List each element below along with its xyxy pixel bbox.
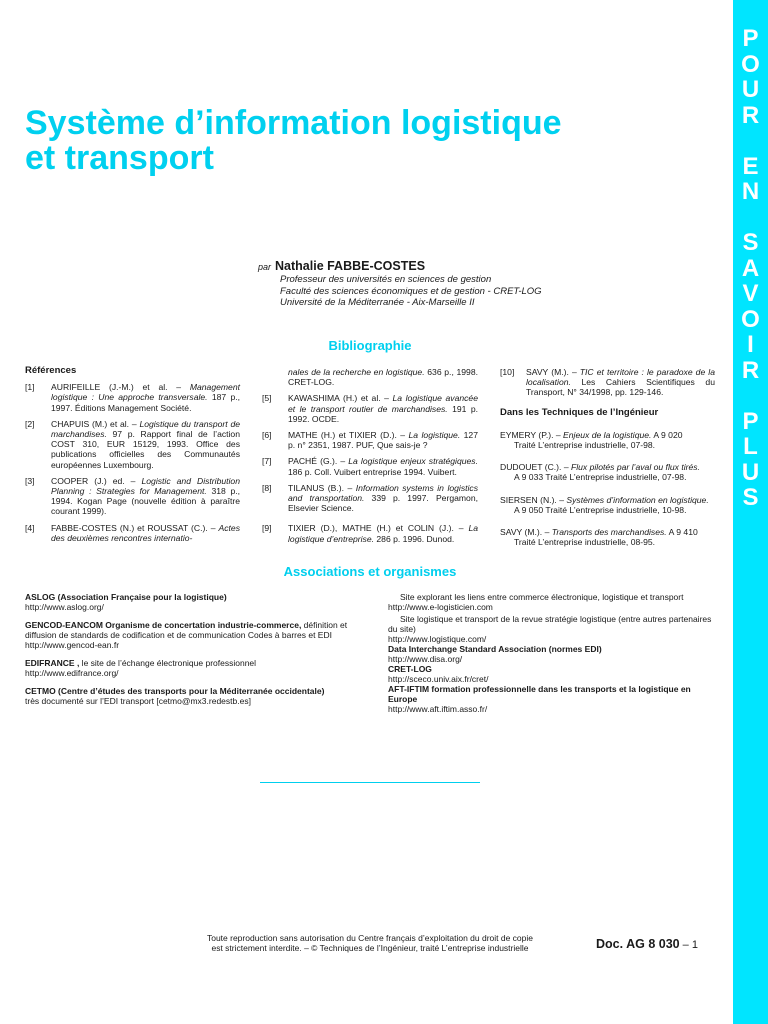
reference-title: Actes des deuxièmes rencontres internatio- bbox=[51, 522, 240, 543]
techniques-item bbox=[500, 527, 715, 547]
sidebar-letter: I bbox=[747, 331, 754, 358]
reference-number: [8] bbox=[262, 482, 272, 493]
reference-authors: COOPER (J.) ed. – bbox=[51, 475, 142, 486]
reference-item bbox=[262, 393, 478, 424]
association-item bbox=[388, 592, 716, 612]
reference-item bbox=[500, 367, 715, 398]
sidebar-letter: S bbox=[742, 229, 759, 256]
reference-text bbox=[51, 523, 240, 543]
reference-title: TIC et territoire : le paradoxe de la localisation. bbox=[526, 367, 715, 388]
sidebar-letter bbox=[733, 383, 768, 409]
copyright-line-1: Toute reproduction sans autorisation du Centre français d’exploitation du droit de copie bbox=[206, 933, 534, 943]
techniques-title: Systèmes d’information en logistique. bbox=[566, 494, 709, 505]
reference-item bbox=[262, 367, 478, 387]
association-url: http://www.aft.iftim.asso.fr/ bbox=[388, 704, 488, 714]
techniques-details: Traité L’entreprise industrielle, 08-95. bbox=[514, 537, 656, 548]
reference-text bbox=[288, 456, 478, 476]
reference-details: 186 p. Coll. Vuibert entreprise 1994. Vuibert. bbox=[288, 466, 457, 477]
techniques-code: A 9 020 bbox=[651, 429, 683, 440]
association-description: Site logistique et transport de la revue stratégie logistique (entre autres partenaires du site) bbox=[388, 614, 712, 634]
reference-text bbox=[51, 382, 240, 413]
sidebar-letter: U bbox=[741, 458, 760, 486]
reference-text bbox=[288, 483, 478, 514]
reference-authors: SAVY (M.). – bbox=[526, 367, 580, 377]
association-item bbox=[25, 686, 353, 706]
techniques-authors: SAVY (M.). – bbox=[500, 527, 552, 538]
reference-authors: PACHÉ (G.). – bbox=[288, 456, 349, 467]
sidebar-letter: R bbox=[741, 356, 760, 384]
reference-details: 187 p., 1997. Éditions Management Société. bbox=[51, 392, 241, 413]
techniques-title: Transports des marchandises. bbox=[551, 527, 667, 538]
references-heading: Références bbox=[25, 365, 77, 376]
reference-number: [4] bbox=[25, 522, 35, 533]
reference-item bbox=[262, 430, 478, 450]
reference-text bbox=[51, 476, 240, 517]
reference-details: 127 p. n° 2351, 1987. PUF, Que sais-je ? bbox=[288, 430, 478, 451]
title-line-1: Système d’information logistique bbox=[25, 104, 562, 142]
techniques-authors: SIERSEN (N.). – bbox=[500, 494, 567, 505]
reference-details: 191 p. 1992. OCDE. bbox=[288, 403, 478, 424]
affiliation-2: Faculté des sciences économiques et de gestion - CRET-LOG bbox=[280, 285, 542, 297]
association-item bbox=[388, 664, 716, 684]
reference-number: [9] bbox=[262, 523, 272, 534]
reference-number: [10] bbox=[500, 367, 515, 377]
association-url: http://www.edifrance.org/ bbox=[25, 668, 119, 678]
sidebar-letter: O bbox=[741, 305, 760, 333]
reference-details: 318 p., 1994. Kogan Page (nouvelle édition à paraître courant 1999). bbox=[51, 486, 241, 517]
association-item bbox=[388, 684, 716, 714]
reference-details: 97 p. Rapport final de l’action COST 310, EUR 15129, 1993. Office des publications officielles des Communautés européennes Luxembourg. bbox=[51, 429, 240, 470]
reference-details: Les Cahiers Scientifiques du Transport, N° 34/1998, pp. 129-146. bbox=[526, 377, 715, 398]
association-item bbox=[25, 592, 353, 612]
document-title bbox=[25, 106, 725, 176]
association-url: http://www.aslog.org/ bbox=[25, 602, 104, 612]
reference-number: [5] bbox=[262, 393, 272, 404]
reference-number: [2] bbox=[25, 418, 35, 429]
reference-details: 286 p. 1996. Dunod. bbox=[374, 533, 455, 544]
affiliation-1: Professeur des universités en sciences de gestion bbox=[280, 274, 492, 285]
associations-left-column bbox=[25, 592, 353, 714]
association-url: http://www.gencod-ean.fr bbox=[25, 640, 120, 650]
reference-item bbox=[262, 456, 478, 476]
association-name: EDIFRANCE , bbox=[25, 658, 80, 668]
sidebar-letter: N bbox=[741, 178, 760, 205]
separator-rule bbox=[260, 782, 480, 783]
techniques-authors: DUDOUET (C.). – bbox=[500, 462, 571, 473]
references-column-1 bbox=[25, 366, 240, 549]
reference-authors: AURIFEILLE (J.-M.) et al. – bbox=[51, 382, 190, 393]
association-name: CETMO (Centre d’études des transports pour la Méditerranée occidentale) bbox=[25, 686, 325, 696]
affiliation-3: Université de la Méditerranée - Aix-Marseille II bbox=[280, 297, 475, 308]
sidebar-letter: S bbox=[742, 484, 759, 511]
sidebar-letter: A bbox=[741, 254, 760, 282]
sidebar-letter: L bbox=[743, 433, 758, 460]
author-block bbox=[258, 260, 718, 309]
associations-heading: Associations et organismes bbox=[283, 564, 457, 579]
title-line-2: et transport bbox=[25, 139, 214, 177]
association-description: très documenté sur l’EDI transport [cetmo@mx3.redestb.es] bbox=[25, 696, 251, 706]
reference-title: nales de la recherche en logistique. bbox=[288, 367, 425, 377]
association-name: AFT-IFTIM formation professionnelle dans les transports et la logistique en Europe bbox=[388, 684, 691, 704]
author-name: Nathalie FABBE-COSTES bbox=[275, 259, 426, 273]
association-url: http://www.disa.org/ bbox=[388, 654, 463, 664]
reference-title: La logistique enjeux stratégiques. bbox=[348, 456, 478, 467]
sidebar-letter: U bbox=[741, 76, 760, 103]
reference-authors: MATHE (H.) et TIXIER (D.). – bbox=[288, 430, 409, 441]
association-description: définition et diffusion de standards de codification et de communication Codes à barres et EDI bbox=[25, 620, 348, 640]
reference-text bbox=[288, 367, 478, 387]
techniques-code: A 9 410 bbox=[666, 527, 698, 538]
techniques-details: A 9 050 Traité L’entreprise industrielle, 10-98. bbox=[514, 504, 687, 515]
techniques-title: Enjeux de la logistique. bbox=[563, 429, 652, 440]
techniques-item bbox=[500, 462, 715, 482]
association-item bbox=[25, 658, 353, 678]
sidebar-banner bbox=[733, 0, 768, 1024]
sidebar-letter: R bbox=[741, 101, 760, 129]
association-description: Site explorant les liens entre commerce électronique, logistique et transport bbox=[400, 592, 684, 602]
reference-title: La logistique d’entreprise. bbox=[288, 523, 478, 544]
association-item bbox=[388, 644, 716, 664]
techniques-heading: Dans les Techniques de l’Ingénieur bbox=[500, 406, 659, 418]
sidebar-letter: V bbox=[742, 280, 759, 307]
references-column-3 bbox=[500, 367, 715, 559]
reference-item bbox=[25, 476, 240, 517]
copyright-notice bbox=[150, 934, 590, 953]
association-name: ASLOG (Association Française pour la logistique) bbox=[25, 592, 227, 602]
association-name: Data Interchange Standard Association (normes EDI) bbox=[388, 644, 602, 654]
techniques-authors: EYMERY (P.). – bbox=[500, 429, 564, 440]
doc-code: Doc. AG 8 030 bbox=[596, 937, 680, 951]
reference-item bbox=[262, 523, 478, 543]
copyright-line-2: est strictement interdite. – © Techniques de l’Ingénieur, traité L’entreprise industrielle bbox=[211, 942, 529, 953]
techniques-title: Flux pilotés par l’aval ou flux tirés. bbox=[570, 462, 700, 473]
techniques-item bbox=[500, 495, 715, 515]
reference-item bbox=[25, 419, 240, 470]
association-url: http://www.logistique.com/ bbox=[388, 634, 487, 644]
sidebar-letter: P bbox=[742, 25, 759, 52]
associations-right-column bbox=[388, 592, 716, 714]
reference-details: 636 p., 1998. CRET-LOG. bbox=[288, 367, 479, 388]
reference-authors: FABBE-COSTES (N.) et ROUSSAT (C.). – bbox=[51, 522, 219, 533]
reference-authors: CHAPUIS (M.) et al. – bbox=[51, 418, 140, 429]
bibliography-heading: Bibliographie bbox=[328, 338, 412, 353]
reference-title: La logistique avancée et le transport routier de marchandises. bbox=[288, 393, 478, 414]
association-url: http://sceco.univ.aix.fr/cret/ bbox=[388, 674, 489, 684]
techniques-details: A 9 033 Traité L’entreprise industrielle, 07-98. bbox=[514, 472, 687, 483]
reference-text bbox=[51, 419, 240, 470]
reference-title: Logistique du transport de marchandises. bbox=[51, 418, 241, 440]
reference-text bbox=[526, 367, 715, 398]
sidebar-letter bbox=[733, 128, 768, 154]
association-description: le site de l’échange électronique professionnel bbox=[79, 658, 257, 668]
reference-item bbox=[262, 483, 478, 514]
par-label: par bbox=[258, 262, 272, 272]
reference-title: La logistique. bbox=[408, 430, 461, 441]
association-url: http://www.e-logisticien.com bbox=[388, 602, 493, 612]
sidebar-letter: O bbox=[741, 50, 760, 78]
reference-number: [7] bbox=[262, 456, 272, 467]
reference-text bbox=[288, 523, 478, 543]
page-number: – 1 bbox=[679, 939, 698, 951]
reference-authors: TIXIER (D.), MATHE (H.) et COLIN (J.). – bbox=[288, 523, 469, 534]
association-name: CRET-LOG bbox=[388, 664, 432, 674]
sidebar-letters bbox=[733, 26, 768, 511]
techniques-details: Traité L’entreprise industrielle, 07-98. bbox=[514, 440, 656, 451]
reference-number: [3] bbox=[25, 475, 35, 486]
association-name: GENCOD-EANCOM Organisme de concertation industrie-commerce, bbox=[25, 620, 302, 630]
reference-item bbox=[25, 523, 240, 543]
association-item bbox=[25, 620, 353, 650]
reference-item bbox=[25, 382, 240, 413]
sidebar-letter bbox=[733, 205, 768, 231]
reference-number: [6] bbox=[262, 430, 272, 441]
reference-number: [1] bbox=[25, 382, 35, 393]
reference-text bbox=[288, 393, 478, 424]
reference-authors: KAWASHIMA (H.) et al. – bbox=[288, 393, 393, 404]
reference-title: Logistic and Distribution Planning : Strategies for Management. bbox=[51, 475, 240, 497]
techniques-item bbox=[500, 430, 715, 450]
reference-title: Management logistique : Une approche transversale. bbox=[51, 382, 240, 403]
document-reference bbox=[596, 937, 698, 951]
sidebar-letter: P bbox=[742, 407, 759, 435]
reference-title: Information systems in logistics and transportation. bbox=[288, 482, 479, 504]
reference-authors: TILANUS (B.). – bbox=[288, 482, 356, 493]
sidebar-letter: E bbox=[742, 152, 759, 180]
reference-text bbox=[288, 430, 478, 450]
reference-number bbox=[262, 367, 288, 387]
association-item bbox=[388, 614, 716, 644]
references-column-2 bbox=[262, 367, 478, 550]
reference-details: 339 p. 1997. Pergamon, Elsevier Science. bbox=[288, 493, 478, 514]
